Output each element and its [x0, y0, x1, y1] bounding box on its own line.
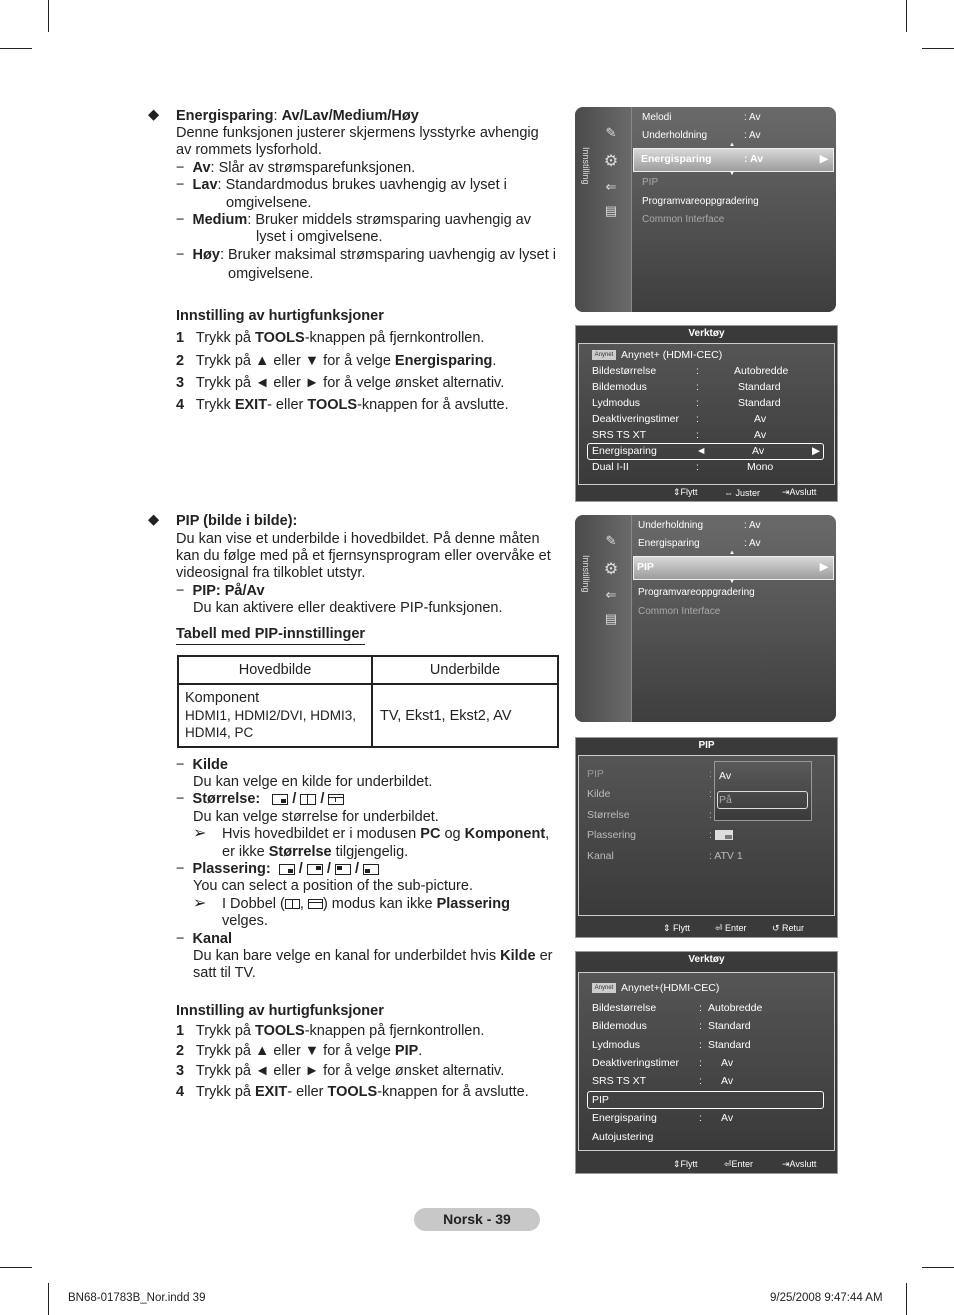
tools-item[interactable]: SRS TS XT [592, 1075, 647, 1087]
tools-item[interactable]: Autojustering [592, 1131, 654, 1143]
tools-sep: : [696, 397, 699, 409]
scroll-down-icon: ▼ [729, 579, 735, 585]
menu-item-common-interface[interactable]: Common Interface [642, 214, 725, 225]
foot-enter: ⏎ Enter [715, 923, 747, 933]
table-header: Underbilde [372, 656, 558, 684]
plassering-note-cont: velges. [222, 913, 268, 929]
tools-item[interactable]: Bildemodus [592, 381, 647, 393]
tools-value: Av [721, 1057, 734, 1069]
menu-item-melodi[interactable]: Melodi [642, 112, 672, 123]
tools-header: Verktøy [688, 328, 725, 339]
input-menu-icon: ⇐ [605, 587, 617, 602]
menu-value: : Av [744, 520, 761, 531]
kanal-desc-cont: satt til TV. [193, 965, 256, 981]
menu-item-programvare[interactable]: Programvareoppgradering [638, 587, 755, 598]
tools-header: Verktøy [688, 954, 725, 965]
tools-value: Av [721, 1112, 734, 1124]
option-lav: − Lav: Standardmodus brukes uavhengig av lyset i [176, 177, 507, 193]
tools-item[interactable]: Lydmodus [592, 1039, 641, 1051]
tools-item[interactable]: Bildemodus [592, 1020, 647, 1032]
position-icon [279, 864, 295, 875]
menu-item-energisparing[interactable]: Energisparing [638, 538, 700, 549]
print-date: 9/25/2008 9:47:44 AM [770, 1292, 883, 1304]
tools-item-anynet[interactable]: Anynet+(HDMI-CEC) [621, 982, 720, 994]
input-menu-icon: ⇐ [605, 179, 617, 194]
foot-move: ⇕ Flytt [663, 923, 691, 933]
tools-sep: : [699, 1039, 702, 1051]
size-double-icon [285, 899, 300, 909]
tools-value: Av [752, 445, 765, 457]
pip-option-pa[interactable]: På [719, 794, 732, 806]
anynet-logo-icon: Anynet [592, 983, 616, 993]
note-arrow-icon: ➢ [193, 825, 207, 842]
scroll-up-icon: ▲ [729, 550, 735, 556]
osd-setup-menu [575, 107, 836, 312]
tools-value: Autobredde [734, 365, 789, 377]
tools-value: Mono [747, 461, 774, 473]
foot-move: ⇕Flytt [673, 487, 698, 497]
tools-sep: : [696, 365, 699, 377]
step-1: 1 Trykk på TOOLS-knappen på fjernkontrollen. [176, 330, 485, 346]
menu-item-pip[interactable]: PIP [642, 177, 659, 188]
pip-onoff: − PIP: På/Av [176, 583, 265, 599]
pip-sep: : [709, 768, 712, 780]
menu-item-pip-selected[interactable] [633, 556, 834, 580]
osd-side-label: Innstilling [581, 147, 591, 185]
step-4: 4 Trykk på EXIT- eller TOOLS-knappen for å avslutte. [176, 1084, 529, 1100]
menu-item-underholdning[interactable]: Underholdning [638, 520, 704, 531]
pip-settings-table [177, 655, 559, 748]
kilde-label: − Kilde [176, 757, 228, 773]
storrelse-note-cont: er ikke Størrelse tilgjengelig. [222, 844, 409, 860]
tools-sep: : [699, 1075, 702, 1087]
pip-heading: PIP (bilde i bilde): [176, 513, 298, 529]
tools-sep: : [699, 1057, 702, 1069]
tools-sep: : [696, 429, 699, 441]
tools-value: Standard [738, 381, 781, 393]
pip-item-kanal[interactable]: Kanal [587, 850, 614, 862]
selected-label: Energisparing [641, 153, 712, 165]
foot-return: ↺ Retur [772, 923, 805, 933]
crop-mark [906, 0, 907, 32]
position-icon [715, 830, 733, 840]
kanal-label: − Kanal [176, 931, 233, 947]
tools-sep: : [699, 1002, 702, 1014]
kanal-desc: Du kan bare velge en kanal for underbildet hvis Kilde er [193, 948, 553, 964]
menu-item-energisparing-selected[interactable] [633, 148, 834, 172]
pip-header: PIP [698, 740, 715, 751]
kilde-desc: Du kan velge en kilde for underbildet. [193, 774, 433, 790]
tools-item-energisparing[interactable]: Energisparing [592, 445, 657, 457]
size-small-icon [272, 794, 288, 805]
tools-sep: : [699, 1020, 702, 1032]
tools-sep: : [696, 413, 699, 425]
step-3: 3 Trykk på ◄ eller ► for å velge ønsket alternativ. [176, 375, 505, 391]
arrow-right-icon: ▶ [819, 153, 828, 165]
arrow-right-icon[interactable]: ▶ [812, 445, 821, 457]
foot-enter: ⏎Enter [724, 1159, 754, 1169]
table-cell: TV, Ekst1, Ekst2, AV [372, 684, 558, 747]
osd-setup-menu-pip [575, 515, 836, 722]
tools-menu-1 [575, 325, 838, 502]
pip-desc: kan du følge med på et fjernsynsprogram eller overvåke et [176, 548, 551, 564]
size-double2-icon [308, 899, 323, 909]
tools-value: Standard [708, 1039, 751, 1051]
pip-item-plassering[interactable]: Plassering [587, 829, 637, 841]
plassering-desc: You can select a position of the sub-picture. [193, 878, 473, 894]
pip-item-kilde[interactable]: Kilde [587, 788, 611, 800]
energisparing-heading: Energisparing: Av/Lav/Medium/Høy [176, 108, 419, 124]
pip-sep: : [709, 829, 712, 841]
tools-selection [587, 1091, 824, 1109]
energisparing-desc: Denne funksjonen justerer skjermens lysstyrke avhengig [176, 125, 539, 141]
bullet-diamond-icon: ◆ [148, 107, 160, 123]
foot-exit: ⇥Avslutt [782, 1159, 817, 1169]
application-menu-icon: ▤ [604, 203, 618, 218]
pip-sep: : [709, 788, 712, 800]
tools-item[interactable]: Deaktiveringstimer [592, 413, 679, 425]
tools-sep: : [699, 1112, 702, 1124]
cell-line: HDMI1, HDMI2/DVI, HDMI3, [185, 708, 357, 723]
tools-value: Standard [738, 397, 781, 409]
pip-desc: Du kan vise et underbilde i hovedbildet. På denne måten [176, 531, 540, 547]
step-2: 2 Trykk på ▲ eller ▼ for å velge Energisparing. [176, 353, 497, 369]
pip-sep: : [709, 809, 712, 821]
selected-label: PIP [637, 561, 654, 573]
position-icon [335, 864, 351, 875]
crop-mark [0, 48, 32, 49]
position-icon [363, 864, 379, 875]
table-header: Hovedbilde [178, 656, 372, 684]
gear-icon: ⚙ [603, 561, 619, 578]
menu-value: : Av [744, 130, 761, 141]
picture-menu-icon: ✎ [605, 533, 617, 548]
crop-mark [48, 1283, 49, 1315]
tools-value: Standard [708, 1020, 751, 1032]
pip-option-av[interactable]: Av [719, 770, 732, 782]
step-2: 2 Trykk på ▲ eller ▼ for å velge PIP. [176, 1043, 423, 1059]
foot-exit: ⇥Avslutt [782, 487, 817, 497]
bullet-diamond-icon: ◆ [148, 512, 160, 528]
cell-line: HDMI4, PC [185, 725, 254, 740]
tools-value: Av [754, 413, 767, 425]
menu-item-common-interface[interactable]: Common Interface [638, 606, 721, 617]
pip-desc: videosignal fra tilkoblet utstyr. [176, 565, 366, 581]
page-number-badge: Norsk - 39 [414, 1208, 540, 1231]
pip-value-kanal: : ATV 1 [709, 850, 743, 862]
foot-move: ⇕Flytt [673, 1159, 698, 1169]
step-4: 4 Trykk EXIT- eller TOOLS-knappen for å avslutte. [176, 397, 509, 413]
tools-sep: : [696, 381, 699, 393]
crop-mark [0, 1267, 32, 1268]
tools-item-anynet[interactable]: Anynet+ (HDMI-CEC) [621, 349, 723, 361]
file-info: BN68-01783B_Nor.indd 39 [68, 1292, 206, 1304]
tools-menu-2 [575, 951, 838, 1174]
tools-item[interactable]: Dual I-II [592, 461, 629, 473]
quick-setup-heading: Innstilling av hurtigfunksjoner [176, 1003, 384, 1019]
pip-item-pip[interactable]: PIP [587, 768, 604, 780]
position-icon [307, 864, 323, 875]
storrelse-desc: Du kan velge størrelse for underbildet. [193, 809, 439, 825]
tools-value: Autobredde [708, 1002, 763, 1014]
storrelse-note: Hvis hovedbildet er i modusen PC og Komponent, [222, 826, 550, 842]
pip-menu [575, 737, 838, 938]
gear-icon: ⚙ [603, 153, 619, 170]
picture-menu-icon: ✎ [605, 125, 617, 140]
crop-mark [922, 1267, 954, 1268]
menu-item-programvare[interactable]: Programvareoppgradering [642, 196, 759, 207]
option-medium: − Medium: Bruker middels strømsparing uavhengig av [176, 212, 531, 228]
arrow-right-icon: ▶ [819, 561, 828, 573]
tools-item[interactable]: Deaktiveringstimer [592, 1057, 679, 1069]
size-double-icon [300, 794, 316, 805]
application-menu-icon: ▤ [604, 611, 618, 626]
pip-item-storrelse[interactable]: Størrelse [587, 809, 630, 821]
anynet-logo-icon: Anynet [592, 350, 616, 360]
note-arrow-icon: ➢ [193, 895, 207, 912]
energisparing-desc: av rommets lysforhold. [176, 142, 322, 158]
crop-mark [906, 1283, 907, 1315]
option-av: − Av: Slår av strømsparefunksjonen. [176, 160, 416, 176]
tools-item[interactable]: Lydmodus [592, 397, 641, 409]
scroll-down-icon: ▼ [729, 171, 735, 177]
crop-mark [922, 48, 954, 49]
size-double2-icon [328, 794, 344, 805]
plassering-note: I Dobbel ( , ) modus kan ikke Plassering [222, 896, 510, 912]
cell-line: Komponent [185, 690, 260, 706]
tools-item-pip[interactable]: PIP [592, 1094, 609, 1106]
tools-sep: : [696, 461, 699, 473]
arrow-left-icon[interactable]: ◄ [696, 445, 707, 457]
osd-side-label: Innstilling [581, 555, 591, 593]
step-3: 3 Trykk på ◄ eller ► for å velge ønsket alternativ. [176, 1063, 505, 1079]
selected-value: : Av [744, 153, 764, 165]
step-1: 1 Trykk på TOOLS-knappen på fjernkontrollen. [176, 1023, 485, 1039]
plassering-label: − Plassering: / / / [176, 861, 379, 878]
menu-value: : Av [744, 538, 761, 549]
crop-mark [48, 0, 49, 32]
foot-adjust: ⇔ Juster [724, 488, 761, 498]
tools-value: Av [754, 429, 767, 441]
menu-value: : Av [744, 112, 761, 123]
pip-onoff-desc: Du kan aktivere eller deaktivere PIP-funksjonen. [193, 600, 503, 616]
quick-setup-heading: Innstilling av hurtigfunksjoner [176, 308, 384, 324]
tools-item[interactable]: Bildestørrelse [592, 365, 657, 377]
tools-value: Av [721, 1075, 734, 1087]
option-lav-cont: omgivelsene. [226, 195, 312, 211]
option-hoy-cont: omgivelsene. [228, 266, 314, 282]
table-cell [178, 684, 372, 747]
scroll-up-icon: ▲ [729, 142, 735, 148]
option-medium-cont: lyset i omgivelsene. [256, 229, 383, 245]
option-hoy: − Høy: Bruker maksimal strømsparing uavhengig av lyset i [176, 247, 556, 263]
menu-item-underholdning[interactable]: Underholdning [642, 130, 708, 141]
pip-table-title: Tabell med PIP-innstillinger [176, 626, 365, 645]
storrelse-label: − Størrelse: / / [176, 791, 344, 808]
tools-item[interactable]: Energisparing [592, 1112, 657, 1124]
tools-item[interactable]: SRS TS XT [592, 429, 647, 441]
tools-item[interactable]: Bildestørrelse [592, 1002, 657, 1014]
